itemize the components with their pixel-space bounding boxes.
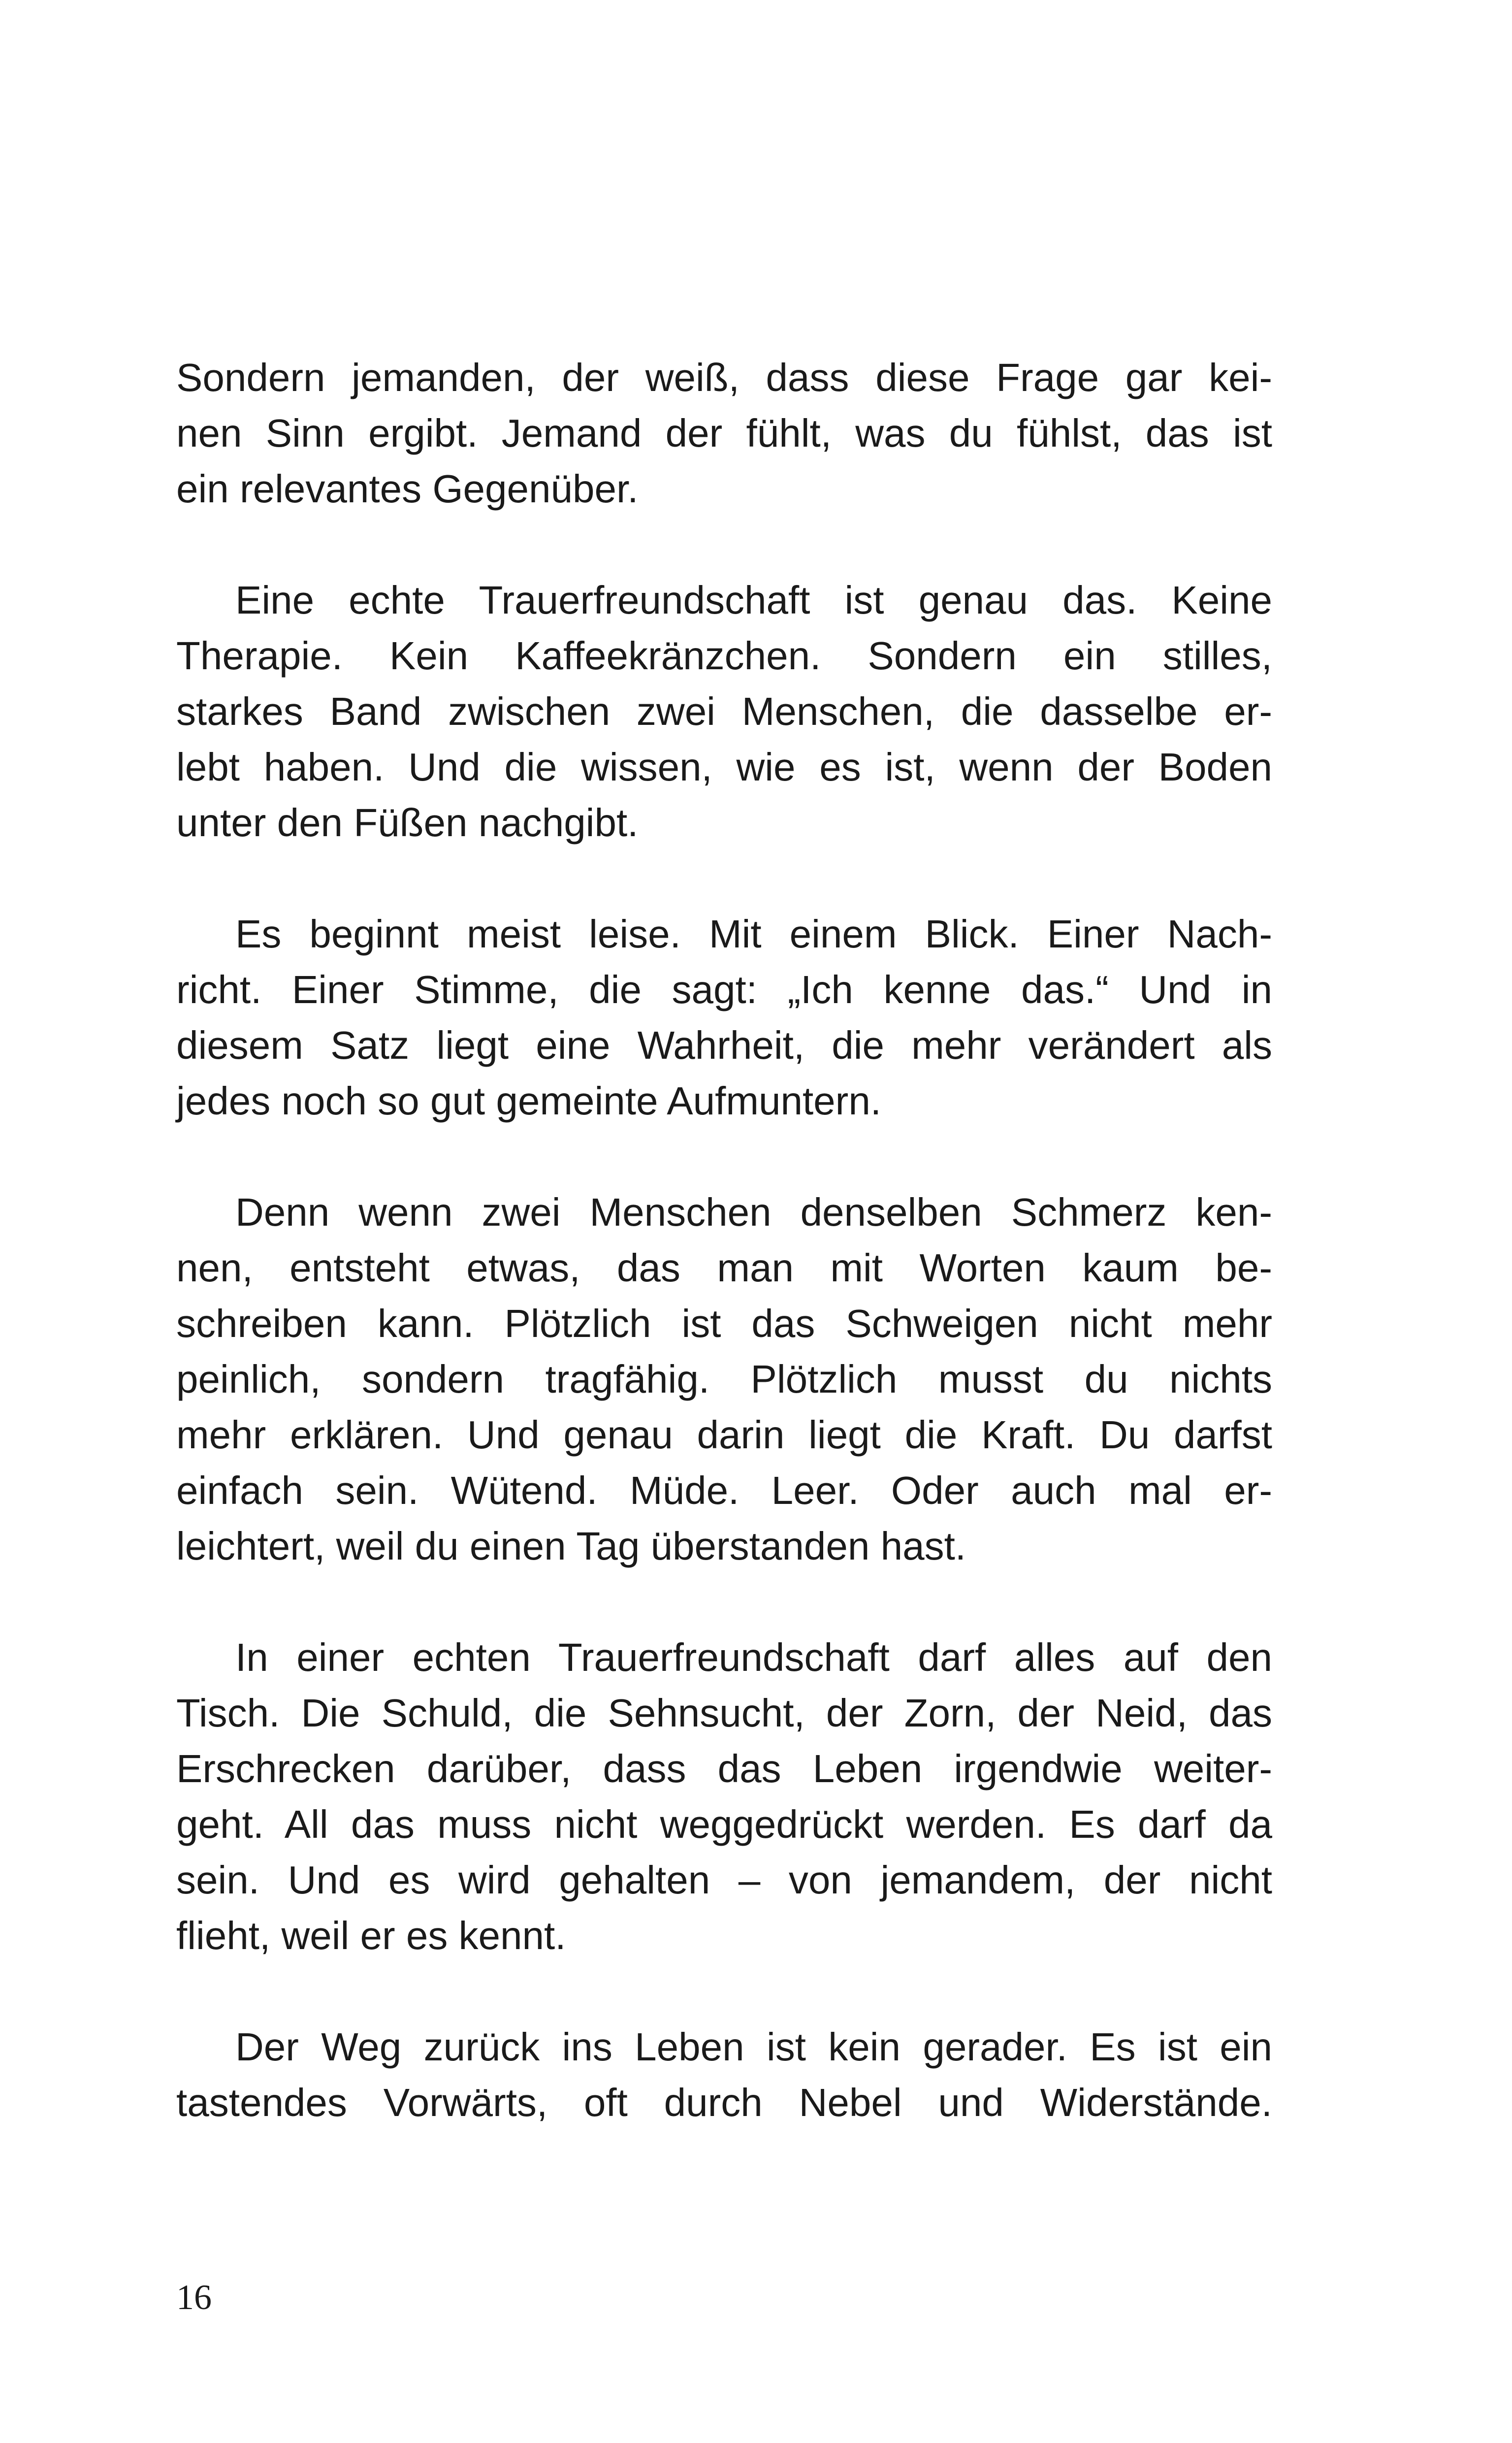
text-line: Tisch. Die Schuld, die Sehnsucht, der Zorn, der Neid, das [176, 1691, 1272, 1735]
paragraph-3 [176, 906, 1272, 1129]
text-line: Es beginnt meist leise. Mit einem Blick. Einer Nach- [235, 912, 1272, 956]
text-line: nen Sinn ergibt. Jemand der fühlt, was du fühlst, das ist [176, 411, 1272, 455]
text-line: In einer echten Trauerfreundschaft darf alles auf den [235, 1635, 1272, 1679]
text-line: lebt haben. Und die wissen, wie es ist, wenn der Boden [176, 745, 1272, 789]
text-line: Eine echte Trauerfreundschaft ist genau das. Keine [235, 578, 1272, 622]
text-line: leichtert, weil du einen Tag überstanden hast. [176, 1524, 966, 1568]
text-line: schreiben kann. Plötzlich ist das Schweigen nicht mehr [176, 1302, 1272, 1345]
text-line: geht. All das muss nicht weggedrückt werden. Es darf da [176, 1802, 1272, 1846]
text-line: einfach sein. Wütend. Müde. Leer. Oder auch mal er- [176, 1468, 1272, 1512]
text-line: ein relevantes Gegenüber. [176, 467, 639, 511]
paragraph-1 [176, 350, 1272, 517]
text-line: mehr erklären. Und genau darin liegt die Kraft. Du darfst [176, 1413, 1272, 1457]
text-line: nen, entsteht etwas, das man mit Worten kaum be- [176, 1246, 1272, 1290]
text-line: tastendes Vorwärts, oft durch Nebel und Widerstände. [176, 2081, 1272, 2124]
text-line: flieht, weil er es kennt. [176, 1914, 566, 1957]
paragraph-6 [176, 2019, 1272, 2130]
text-line: Erschrecken darüber, dass das Leben irgendwie weiter- [176, 1747, 1272, 1791]
paragraph-2 [176, 572, 1272, 850]
text-line: starkes Band zwischen zwei Menschen, die dasselbe er- [176, 689, 1272, 733]
text-line: unter den Füßen nachgibt. [176, 801, 639, 845]
text-line: sein. Und es wird gehalten – von jemandem, der nicht [176, 1858, 1272, 1902]
text-line: Therapie. Kein Kaffeekränzchen. Sondern ein stilles, [176, 634, 1272, 678]
text-line: Denn wenn zwei Menschen denselben Schmerz ken- [235, 1190, 1272, 1234]
text-line: richt. Einer Stimme, die sagt: „Ich kenne das.“ Und in [176, 968, 1272, 1011]
text-line: jedes noch so gut gemeinte Aufmuntern. [176, 1079, 882, 1123]
text-line: Sondern jemanden, der weiß, dass diese Frage gar kei- [176, 356, 1272, 399]
body-text [176, 350, 1272, 2186]
text-line: peinlich, sondern tragfähig. Plötzlich musst du nichts [176, 1357, 1272, 1401]
page-number: 16 [176, 2278, 212, 2317]
paragraph-4 [176, 1184, 1272, 1574]
text-line: Der Weg zurück ins Leben ist kein gerader. Es ist ein [235, 2025, 1272, 2069]
text-line: diesem Satz liegt eine Wahrheit, die mehr verändert als [176, 1023, 1272, 1067]
paragraph-5 [176, 1629, 1272, 1963]
